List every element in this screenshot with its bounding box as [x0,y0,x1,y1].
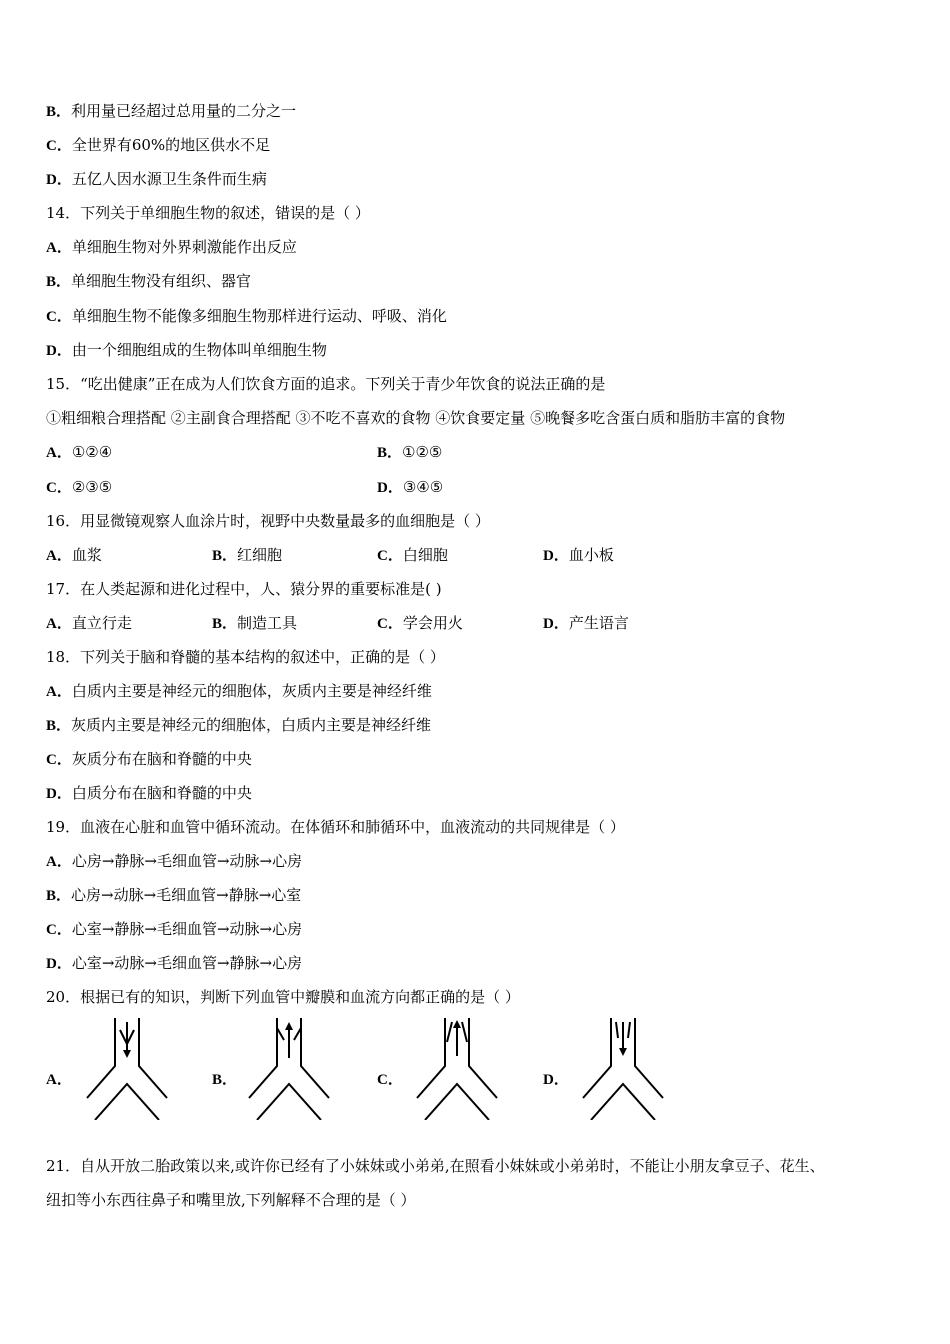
q21-stem-line-2: 纽扣等小东西往鼻子和嘴里放,下列解释不合理的是（ ） [46,1191,416,1209]
q16-option-b: B．红细胞 [212,546,283,564]
q18-option-a: A．白质内主要是神经元的细胞体，灰质内主要是神经纤维 [46,682,432,700]
q17-stem: 17．在人类起源和进化过程中，人、猿分界的重要标准是( ) [46,580,442,598]
q17-option-b: B．制造工具 [212,614,298,632]
q17-option-c: C．学会用火 [377,614,463,632]
q19-option-a: A．心房→静脉→毛细血管→动脉→心房 [46,852,303,870]
q16-option-d: D．血小板 [543,546,614,564]
q20-option-b-label: B． [212,1072,238,1088]
q19-option-d: D．心室→动脉→毛细血管→静脉→心房 [46,954,303,972]
q15-option-c: C．②③⑤ [46,478,113,496]
q17-option-a: A．直立行走 [46,614,132,632]
q14-option-d: D．由一个细胞组成的生物体叫单细胞生物 [46,341,327,359]
q20-option-a-label: A． [46,1072,72,1088]
q15-option-b: B．①②⑤ [377,443,443,461]
q15-items: ①粗细粮合理搭配 ②主副食合理搭配 ③不吃不喜欢的食物 ④饮食要定量 ⑤晚餐多吃含蛋白质和脂肪丰富的食物 [46,409,786,427]
q14-option-c: C．单细胞生物不能像多细胞生物那样进行运动、呼吸、消化 [46,307,447,325]
q19-option-c: C．心室→静脉→毛细血管→动脉→心房 [46,920,303,938]
q15-option-d: D．③④⑤ [377,478,444,496]
q20-stem: 20．根据已有的知识，判断下列血管中瓣膜和血流方向都正确的是（ ） [46,988,520,1006]
q14-stem: 14．下列关于单细胞生物的叙述，错误的是（ ） [46,204,370,222]
q19-stem: 19．血液在心脏和血管中循环流动。在体循环和肺循环中，血液流动的共同规律是（ ） [46,818,625,836]
q15-option-a: A．①②④ [46,443,113,461]
q18-option-c: C．灰质分布在脑和脊髓的中央 [46,750,252,768]
q13-option-c: C．全世界有60%的地区供水不足 [46,136,271,154]
q16-option-c: C．白细胞 [377,546,448,564]
q20-option-b-vessel-diagram [244,1018,334,1120]
q20-option-d-label: D． [543,1072,569,1088]
q18-option-d: D．白质分布在脑和脊髓的中央 [46,784,252,802]
q20-option-c-label: C． [377,1072,403,1088]
q20-option-c-vessel-diagram [412,1018,502,1120]
q18-stem: 18．下列关于脑和脊髓的基本结构的叙述中，正确的是（ ） [46,648,445,666]
q14-option-b: B．单细胞生物没有组织、器官 [46,272,252,290]
q20-option-d-vessel-diagram [578,1018,668,1120]
q13-option-d: D．五亿人因水源卫生条件而生病 [46,170,267,188]
q16-stem: 16．用显微镜观察人血涂片时，视野中央数量最多的血细胞是（ ） [46,512,490,530]
q20-option-a-vessel-diagram [82,1018,172,1120]
q16-option-a: A．血浆 [46,546,102,564]
q19-option-b: B．心房→动脉→毛细血管→静脉→心室 [46,886,302,904]
q15-stem: 15．“吃出健康”正在成为人们饮食方面的追求。下列关于青少年饮食的说法正确的是 [46,375,606,393]
q14-option-a: A．单细胞生物对外界刺激能作出反应 [46,238,297,256]
q18-option-b: B．灰质内主要是神经元的细胞体，白质内主要是神经纤维 [46,716,432,734]
q17-option-d: D．产生语言 [543,614,629,632]
q21-stem-line-1: 21．自从开放二胎政策以来,或许你已经有了小妹妹或小弟弟,在照看小妹妹或小弟弟时，不能让小朋友拿豆子、花生、 [46,1157,825,1175]
q13-option-b: B．利用量已经超过总用量的二分之一 [46,102,297,120]
